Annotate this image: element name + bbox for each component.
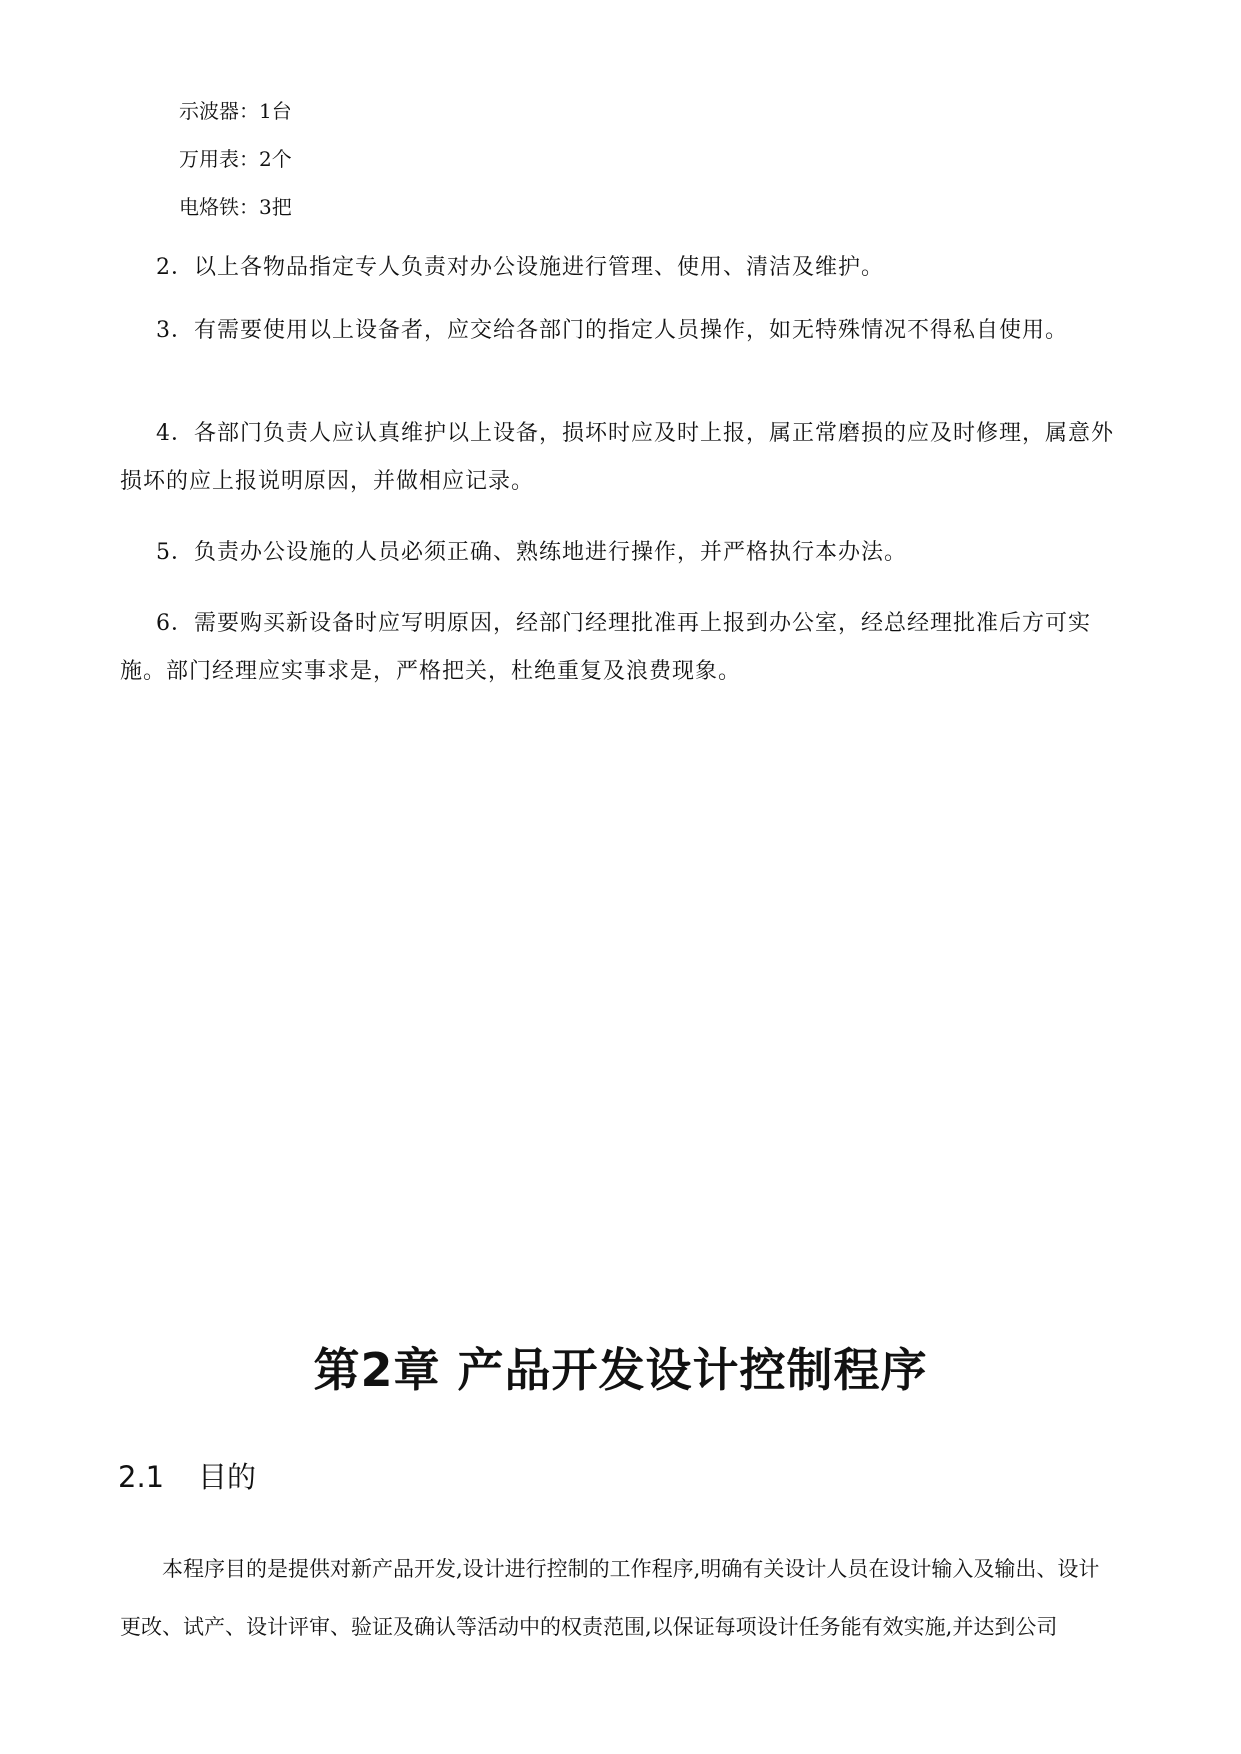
equipment-item-soldering-iron: 电烙铁：3把 [179, 195, 292, 219]
section-heading [118, 1457, 256, 1497]
rule-paragraph-5: 5．负责办公设施的人员必须正确、熟练地进行操作，并严格执行本办法。 [156, 540, 907, 565]
section-number: 2.1 [118, 1460, 165, 1494]
section-title: 目的 [198, 1460, 257, 1494]
rule-paragraph-2: 2．以上各物品指定专人负责对办公设施进行管理、使用、清洁及维护。 [156, 255, 884, 280]
rule-paragraph-4: 4．各部门负责人应认真维护以上设备，损坏时应及时上报，属正常磨损的应及时修理，属意外损坏的应上报说明原因，并做相应记录。 [120, 421, 1115, 494]
purpose-paragraph: 本程序目的是提供对新产品开发,设计进行控制的工作程序,明确有关设计人员在设计输入及输出、设计更改、试产、设计评审、验证及确认等活动中的权责范围,以保证每项设计任务能有效实施,并达到公司 [120, 1557, 1100, 1639]
rule-paragraph-3: 3．有需要使用以上设备者，应交给各部门的指定人员操作，如无特殊情况不得私自使用。 [156, 318, 1069, 343]
equipment-item-oscilloscope: 示波器：1台 [179, 99, 292, 123]
equipment-item-multimeter: 万用表：2个 [179, 147, 292, 171]
chapter-title: 第2章 产品开发设计控制程序 [313, 1343, 928, 1397]
rule-paragraph-6: 6．需要购买新设备时应写明原因，经部门经理批准再上报到办公室，经总经理批准后方可实施。部门经理应实事求是，严格把关，杜绝重复及浪费现象。 [120, 611, 1092, 684]
